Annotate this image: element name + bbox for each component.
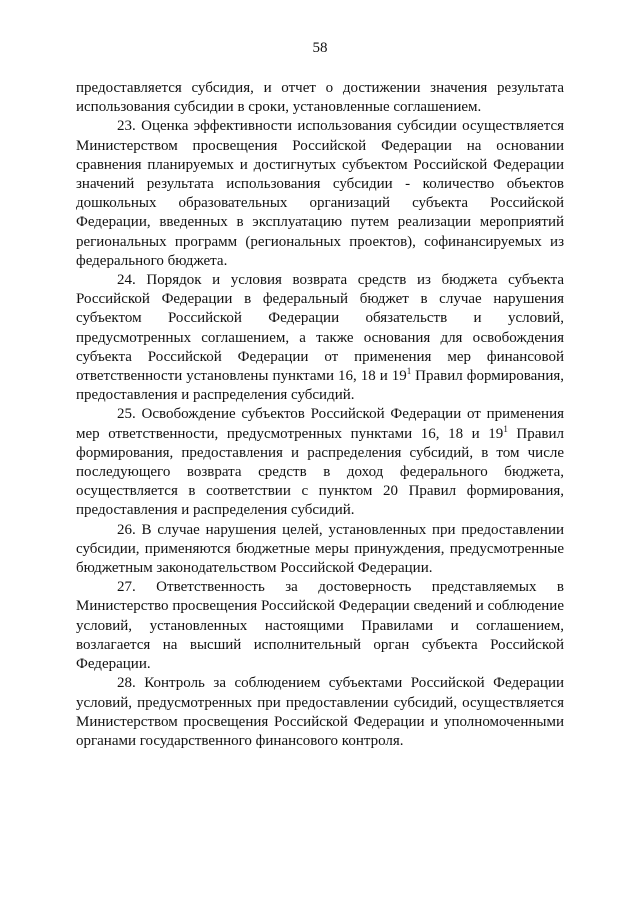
superscript: 1 [406,366,412,377]
paragraph [76,578,564,674]
paragraph [76,271,564,405]
paragraph-text: Правил формирования, предоставления и распределения субсидий, в том числе последующего возврата средств в доход федерального бюджета, осуществляется в соответствии с пунктом 20 Правил формирования, предоставления и распределения субсидий. [76,425,564,519]
paragraph [76,521,564,579]
paragraph [76,674,564,751]
paragraph-text: 27. Ответственность за достоверность представляемых в Министерство просвещения Российской Федерации сведений и соблюдение условий, установленных настоящими Правилами и соглашением, возлагается на высший исполнительный орган субъекта Российской Федерации. [76,579,564,673]
paragraph-text: 25. Освобождение субъектов Российской Федерации от применения мер ответственности, предусмотренных пунктами 16, 18 и 19 [76,406,564,442]
paragraph [76,405,564,520]
continuation-paragraph [76,79,564,117]
paragraph-text: 24. Порядок и условия возврата средств из бюджета субъекта Российской Федерации в федеральный бюджет в случае нарушения субъектом Российской Федерации обязательств и условий, предусмотренных соглашением, а также основания для освобождения субъекта Российской Федерации от применения мер финансовой ответственности установлены пунктами 16, 18 и 19 [76,272,564,385]
paragraph-text: 26. В случае нарушения целей, установленных при предоставлении субсидии, применяются бюджетные меры принуждения, предусмотренные бюджетным законодательством Российской Федерации. [76,521,564,577]
paragraph-text: Правил формирования, предоставления и распределения субсидий. [76,368,564,404]
page-number: 58 [312,40,328,56]
superscript: 1 [503,423,508,434]
paragraph-text: 23. Оценка эффективности использования субсидии осуществляется Министерством просвещения Российской Федерации на основании сравнения планируемых и достигнутых субъектом Российской Федерации значений результата использования субсидии - количество объектов дошкольных образовательных организаций субъекта Российской Федерации, введенных в эксплуатацию путем реализации мероприятий региональных программ (региональных проектов), софинансируемых из федерального бюджета. [76,118,564,269]
paragraph-text: предоставляется субсидия, и отчет о достижении значения результата использования субсидии в сроки, установленные соглашением. [76,80,564,116]
paragraph-text: 28. Контроль за соблюдением субъектами Российской Федерации условий, предусмотренных при предоставлении субсидий, осуществляется Министерством просвещения Российской Федерации и уполномоченными органами государственного финансового контроля. [76,675,564,749]
paragraph [76,117,564,271]
document-body [76,79,564,751]
